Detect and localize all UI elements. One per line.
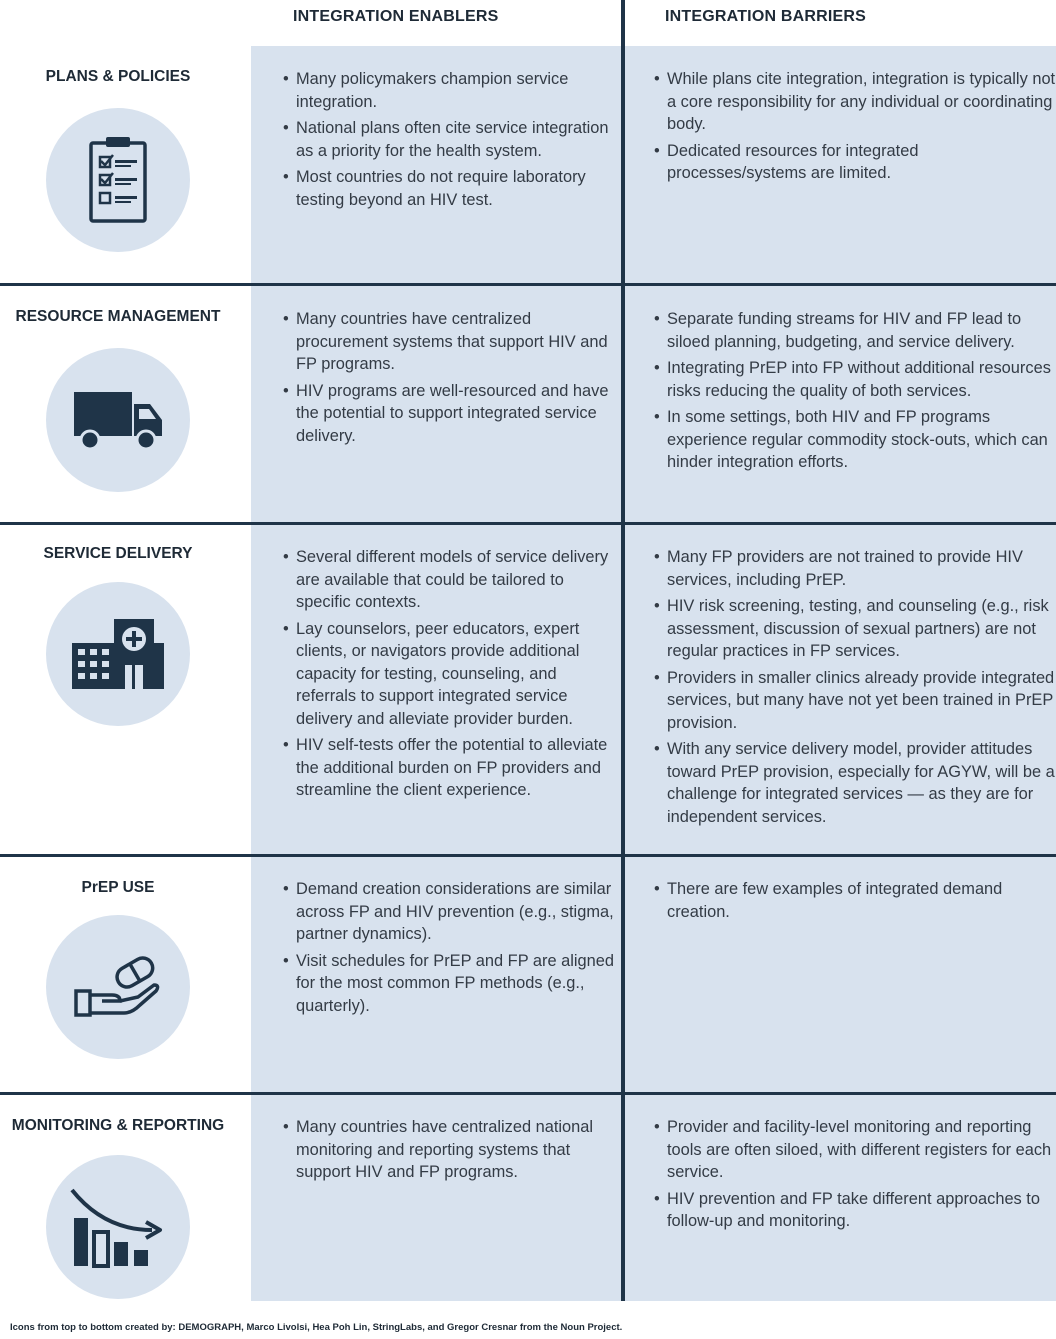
bullet-item: • HIV prevention and FP take different approaches to follow-up and monitoring. bbox=[654, 1188, 1056, 1233]
barriers-column-header: INTEGRATION BARRIERS bbox=[665, 8, 867, 25]
row-prep-use bbox=[0, 857, 1056, 1092]
icon-circle bbox=[46, 348, 190, 492]
bullet-item: • Most countries do not require laboratory testing beyond an HIV test. bbox=[283, 166, 617, 211]
enablers-cell bbox=[251, 857, 621, 1092]
bullet-item: • Providers in smaller clinics already provide integrated services, but many have not yet been trained in PrEP provision. bbox=[654, 667, 1056, 735]
row-label: SERVICE DELIVERY bbox=[43, 545, 193, 562]
bullet-item: • Provider and facility-level monitoring and reporting tools are often siloed, with different registers for each service. bbox=[654, 1116, 1056, 1184]
barriers-cell bbox=[625, 1095, 1056, 1301]
row-label: MONITORING & REPORTING bbox=[11, 1117, 225, 1134]
bullet-item: • Separate funding streams for HIV and FP lead to siloed planning, budgeting, and service delivery. bbox=[654, 308, 1056, 353]
bullet-item: • Many FP providers are not trained to provide HIV services, including PrEP. bbox=[654, 546, 1056, 591]
icon-circle bbox=[46, 915, 190, 1059]
barriers-cell bbox=[625, 286, 1056, 522]
bullet-item: • There are few examples of integrated demand creation. bbox=[654, 878, 1056, 923]
hospital-building-icon bbox=[70, 617, 166, 691]
enablers-cell bbox=[251, 46, 621, 283]
declining-chart-icon bbox=[68, 1186, 168, 1268]
bullet-item: • While plans cite integration, integration is typically not a core responsibility for any individual or coordinating body. bbox=[654, 68, 1056, 136]
icon-circle bbox=[46, 582, 190, 726]
bullet-item: • HIV risk screening, testing, and counseling (e.g., risk assessment, discussion of sexual partners) are not regular practices in FP services. bbox=[654, 595, 1056, 663]
enablers-cell bbox=[251, 1095, 621, 1301]
bullet-item: • Demand creation considerations are similar across FP and HIV prevention (e.g., stigma, partner dynamics). bbox=[283, 878, 617, 946]
bullet-item: • Many policymakers champion service integration. bbox=[283, 68, 617, 113]
enablers-column-header: INTEGRATION ENABLERS bbox=[293, 8, 499, 25]
hand-pill-icon bbox=[72, 955, 164, 1019]
bullet-item: • HIV self-tests offer the potential to alleviate the additional burden on FP providers and streamline the client experience. bbox=[283, 734, 617, 802]
bullet-item: • Several different models of service delivery are available that could be tailored to specific contexts. bbox=[283, 546, 617, 614]
barriers-cell bbox=[625, 46, 1056, 283]
bullet-item: • With any service delivery model, provider attitudes toward PrEP provision, especially for AGYW, will be a challenge for integrated services — as they are for independent services. bbox=[654, 738, 1056, 828]
row-label: PLANS & POLICIES bbox=[45, 68, 191, 85]
row-monitoring-reporting bbox=[0, 1095, 1056, 1301]
bullet-item: • Visit schedules for PrEP and FP are aligned for the most common FP methods (e.g., quarterly). bbox=[283, 950, 617, 1018]
bullet-item: • Many countries have centralized national monitoring and reporting systems that support HIV and FP programs. bbox=[283, 1116, 617, 1184]
bullet-item: • Dedicated resources for integrated processes/systems are limited. bbox=[654, 140, 1056, 185]
row-label: RESOURCE MANAGEMENT bbox=[15, 308, 221, 325]
icon-circle bbox=[46, 1155, 190, 1299]
clipboard-checklist-icon bbox=[88, 135, 148, 225]
enablers-cell bbox=[251, 525, 621, 854]
bullet-item: • Many countries have centralized procurement systems that support HIV and FP programs. bbox=[283, 308, 617, 376]
bullet-item: • Integrating PrEP into FP without additional resources risks reducing the quality of both services. bbox=[654, 357, 1056, 402]
bullet-item: • Lay counselors, peer educators, expert clients, or navigators provide additional capacity for testing, counseling, and referrals to support integrated service delivery and alleviate provider burden. bbox=[283, 618, 617, 731]
row-resource-management bbox=[0, 286, 1056, 522]
icon-circle bbox=[46, 108, 190, 252]
barriers-cell bbox=[625, 857, 1056, 1092]
bullet-item: • National plans often cite service integration as a priority for the health system. bbox=[283, 117, 617, 162]
enablers-cell bbox=[251, 286, 621, 522]
delivery-truck-icon bbox=[72, 388, 164, 452]
barriers-cell bbox=[625, 525, 1056, 854]
bullet-item: • In some settings, both HIV and FP programs experience regular commodity stock-outs, which can hinder integration efforts. bbox=[654, 406, 1056, 474]
row-label: PrEP USE bbox=[81, 879, 155, 896]
icon-credits-footnote: Icons from top to bottom created by: DEMOGRAPH, Marco Livolsi, Hea Poh Lin, StringLabs, and Gregor Cresnar from the Noun Project. bbox=[10, 1322, 623, 1333]
row-service-delivery bbox=[0, 525, 1056, 854]
row-plans-policies bbox=[0, 46, 1056, 283]
bullet-item: • HIV programs are well-resourced and have the potential to support integrated service delivery. bbox=[283, 380, 617, 448]
